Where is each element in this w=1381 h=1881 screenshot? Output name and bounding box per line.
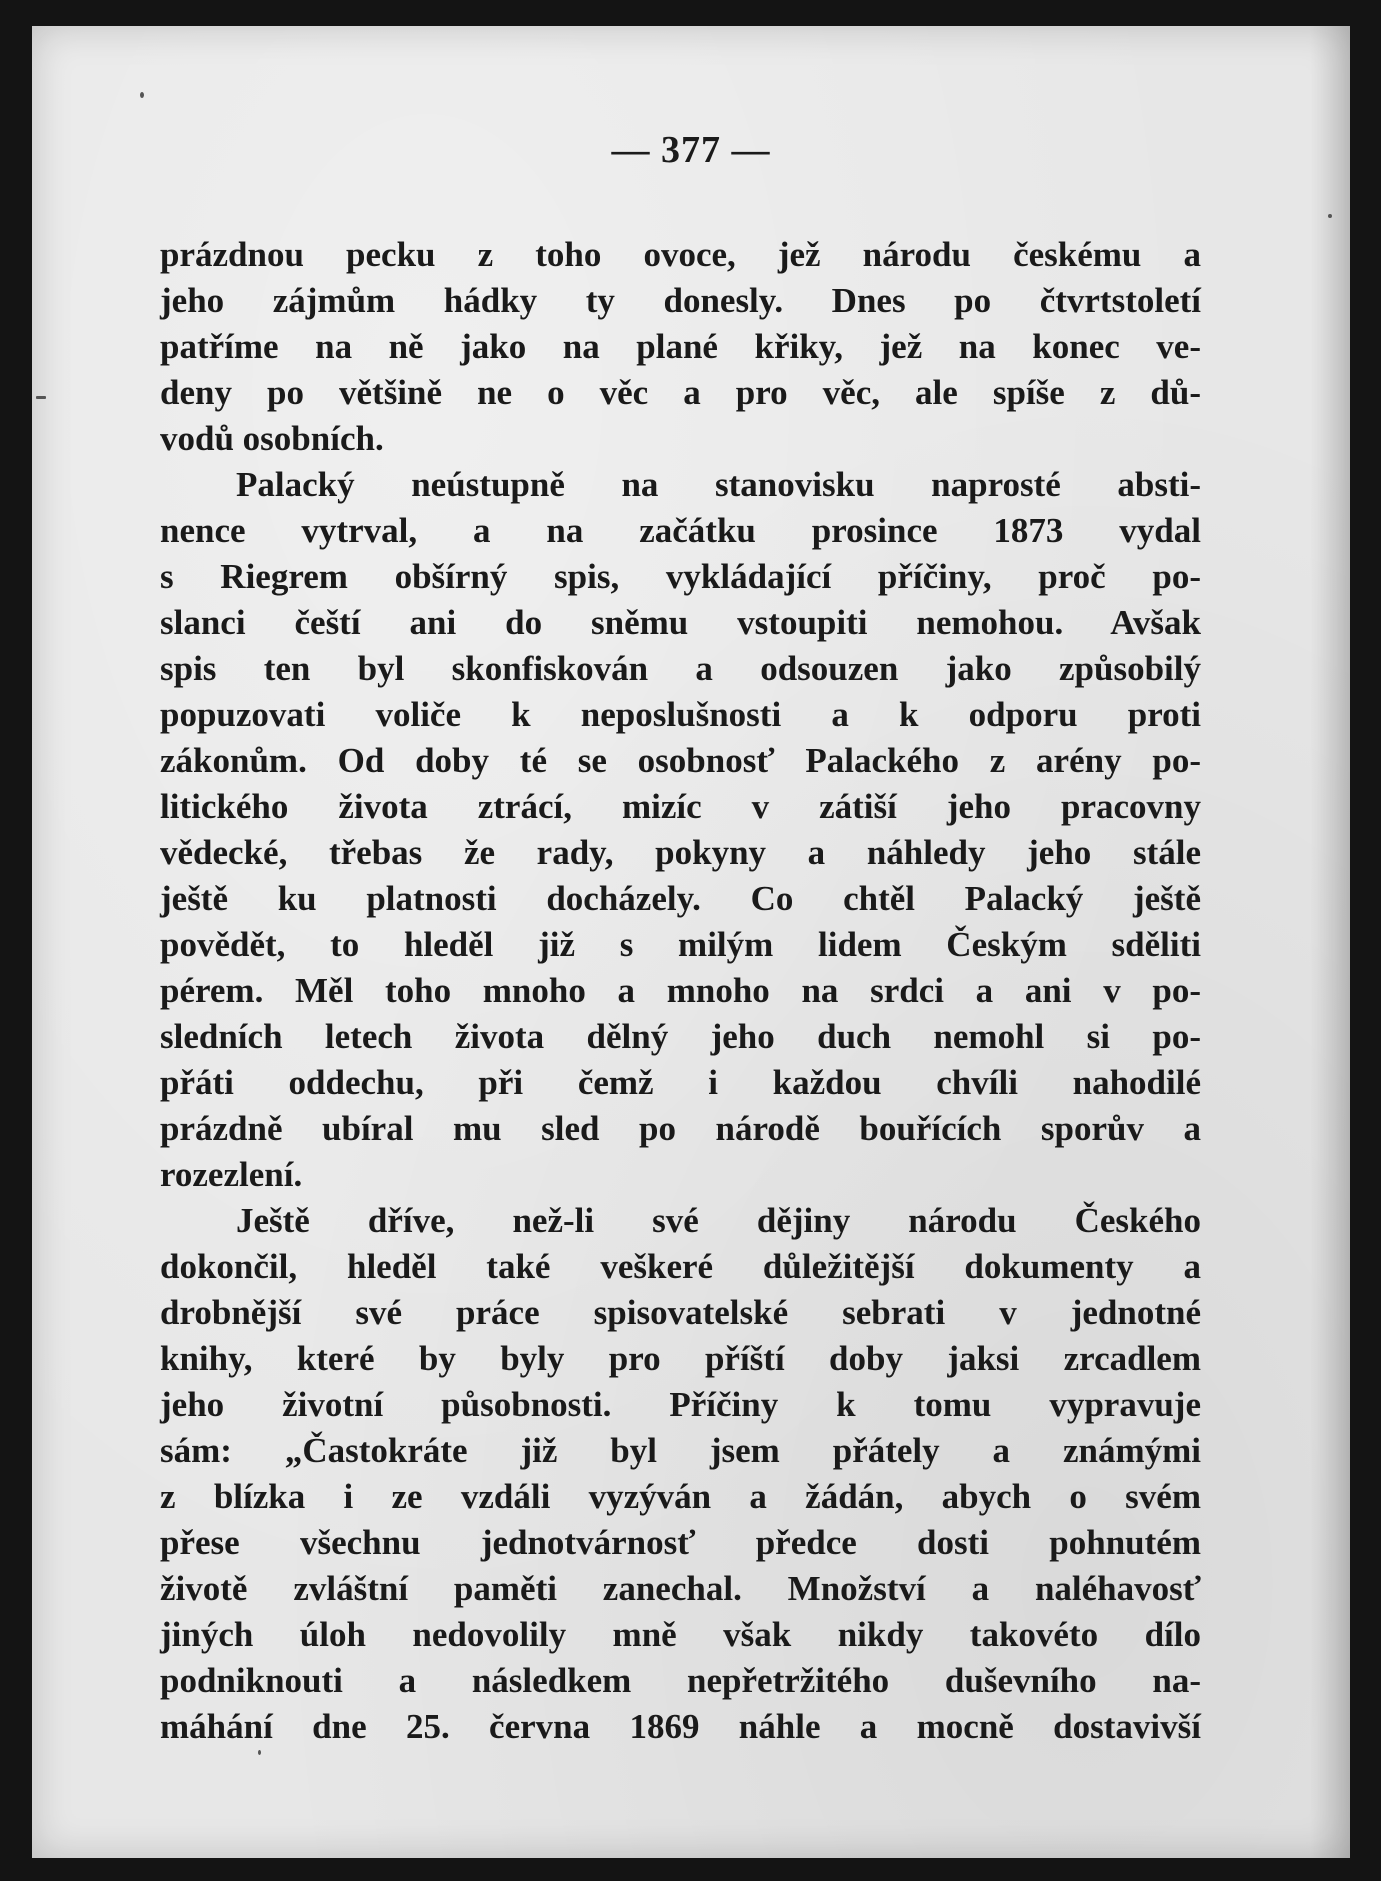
text-line: jiných úloh nedovolily mně však nikdy takovéto dílo (160, 1615, 1201, 1654)
text-line: patříme na ně jako na plané křiky, jež na konec ve- (160, 327, 1201, 366)
print-speck (258, 1750, 261, 1755)
text-line: prázdnou pecku z toho ovoce, jež národu českému a (160, 235, 1201, 274)
text-line: dokončil, hleděl také veškeré důležitější dokumenty a (160, 1247, 1201, 1286)
text-line: sám: „Častokráte již byl jsem přátely a známými (160, 1431, 1201, 1470)
text-line: Palacký neústupně na stanovisku naprosté absti- (236, 465, 1201, 504)
text-line: přáti oddechu, při čemž i každou chvíli nahodilé (160, 1063, 1201, 1102)
text-line: podniknouti a následkem nepřetržitého duševního na- (160, 1661, 1201, 1700)
text-line: deny po většině ne o věc a pro věc, ale spíše z dů- (160, 373, 1201, 412)
text-line: jeho životní působnosti. Příčiny k tomu vypravuje (160, 1385, 1201, 1424)
text-line: Ještě dříve, než-li své dějiny národu Českého (236, 1201, 1201, 1240)
text-line: popuzovati voliče k neposlušnosti a k odporu proti (160, 695, 1201, 734)
text-line: slanci čeští ani do sněmu vstoupiti nemohou. Avšak (160, 603, 1201, 642)
text-line: vodů osobních. (160, 419, 384, 458)
text-line: z blízka i ze vzdáli vyzýván a žádán, abych o svém (160, 1477, 1201, 1516)
text-line: zákonům. Od doby té se osobnosť Palackého z arény po- (160, 741, 1201, 780)
text-line: rozezlení. (160, 1155, 303, 1194)
text-line: máhání dne 25. června 1869 náhle a mocně dostavivší (160, 1707, 1201, 1746)
text-line: přese všechnu jednotvárnosť předce dosti pohnutém (160, 1523, 1201, 1562)
page-number: — 377 — (611, 129, 771, 171)
text-line: knihy, které by byly pro příští doby jaksi zrcadlem (160, 1339, 1201, 1378)
text-line: povědět, to hleděl již s milým lidem Českým sděliti (160, 925, 1201, 964)
text-line: pérem. Měl toho mnoho a mnoho na srdci a ani v po- (160, 971, 1201, 1010)
text-line: životě zvláštní paměti zanechal. Množství a naléhavosť (160, 1569, 1201, 1608)
body-text (160, 232, 1201, 1750)
text-line: jeho zájmům hádky ty donesly. Dnes po čtvrtstoletí (160, 281, 1201, 320)
text-line: prázdně ubíral mu sled po národě bouřících sporův a (160, 1109, 1201, 1148)
text-line: litického života ztrácí, mizíc v zátiší jeho pracovny (160, 787, 1201, 826)
text-line: vědecké, třebas že rady, pokyny a náhledy jeho stále (160, 833, 1201, 872)
text-line: drobnější své práce spisovatelské sebrati v jednotné (160, 1293, 1201, 1332)
text-line: s Riegrem obšírný spis, vykládající příčiny, proč po- (160, 557, 1201, 596)
book-page (32, 26, 1350, 1858)
print-speck (1328, 214, 1332, 218)
print-speck (140, 92, 144, 98)
text-line: spis ten byl skonfiskován a odsouzen jako způsobilý (160, 649, 1201, 688)
text-line: sledních letech života dělný jeho duch nemohl si po- (160, 1017, 1201, 1056)
print-speck (36, 396, 46, 399)
text-line: nence vytrval, a na začátku prosince 1873 vydal (160, 511, 1201, 550)
page-edge-shadow (1310, 26, 1350, 1858)
text-line: ještě ku platnosti docházely. Co chtěl Palacký ještě (160, 879, 1201, 918)
